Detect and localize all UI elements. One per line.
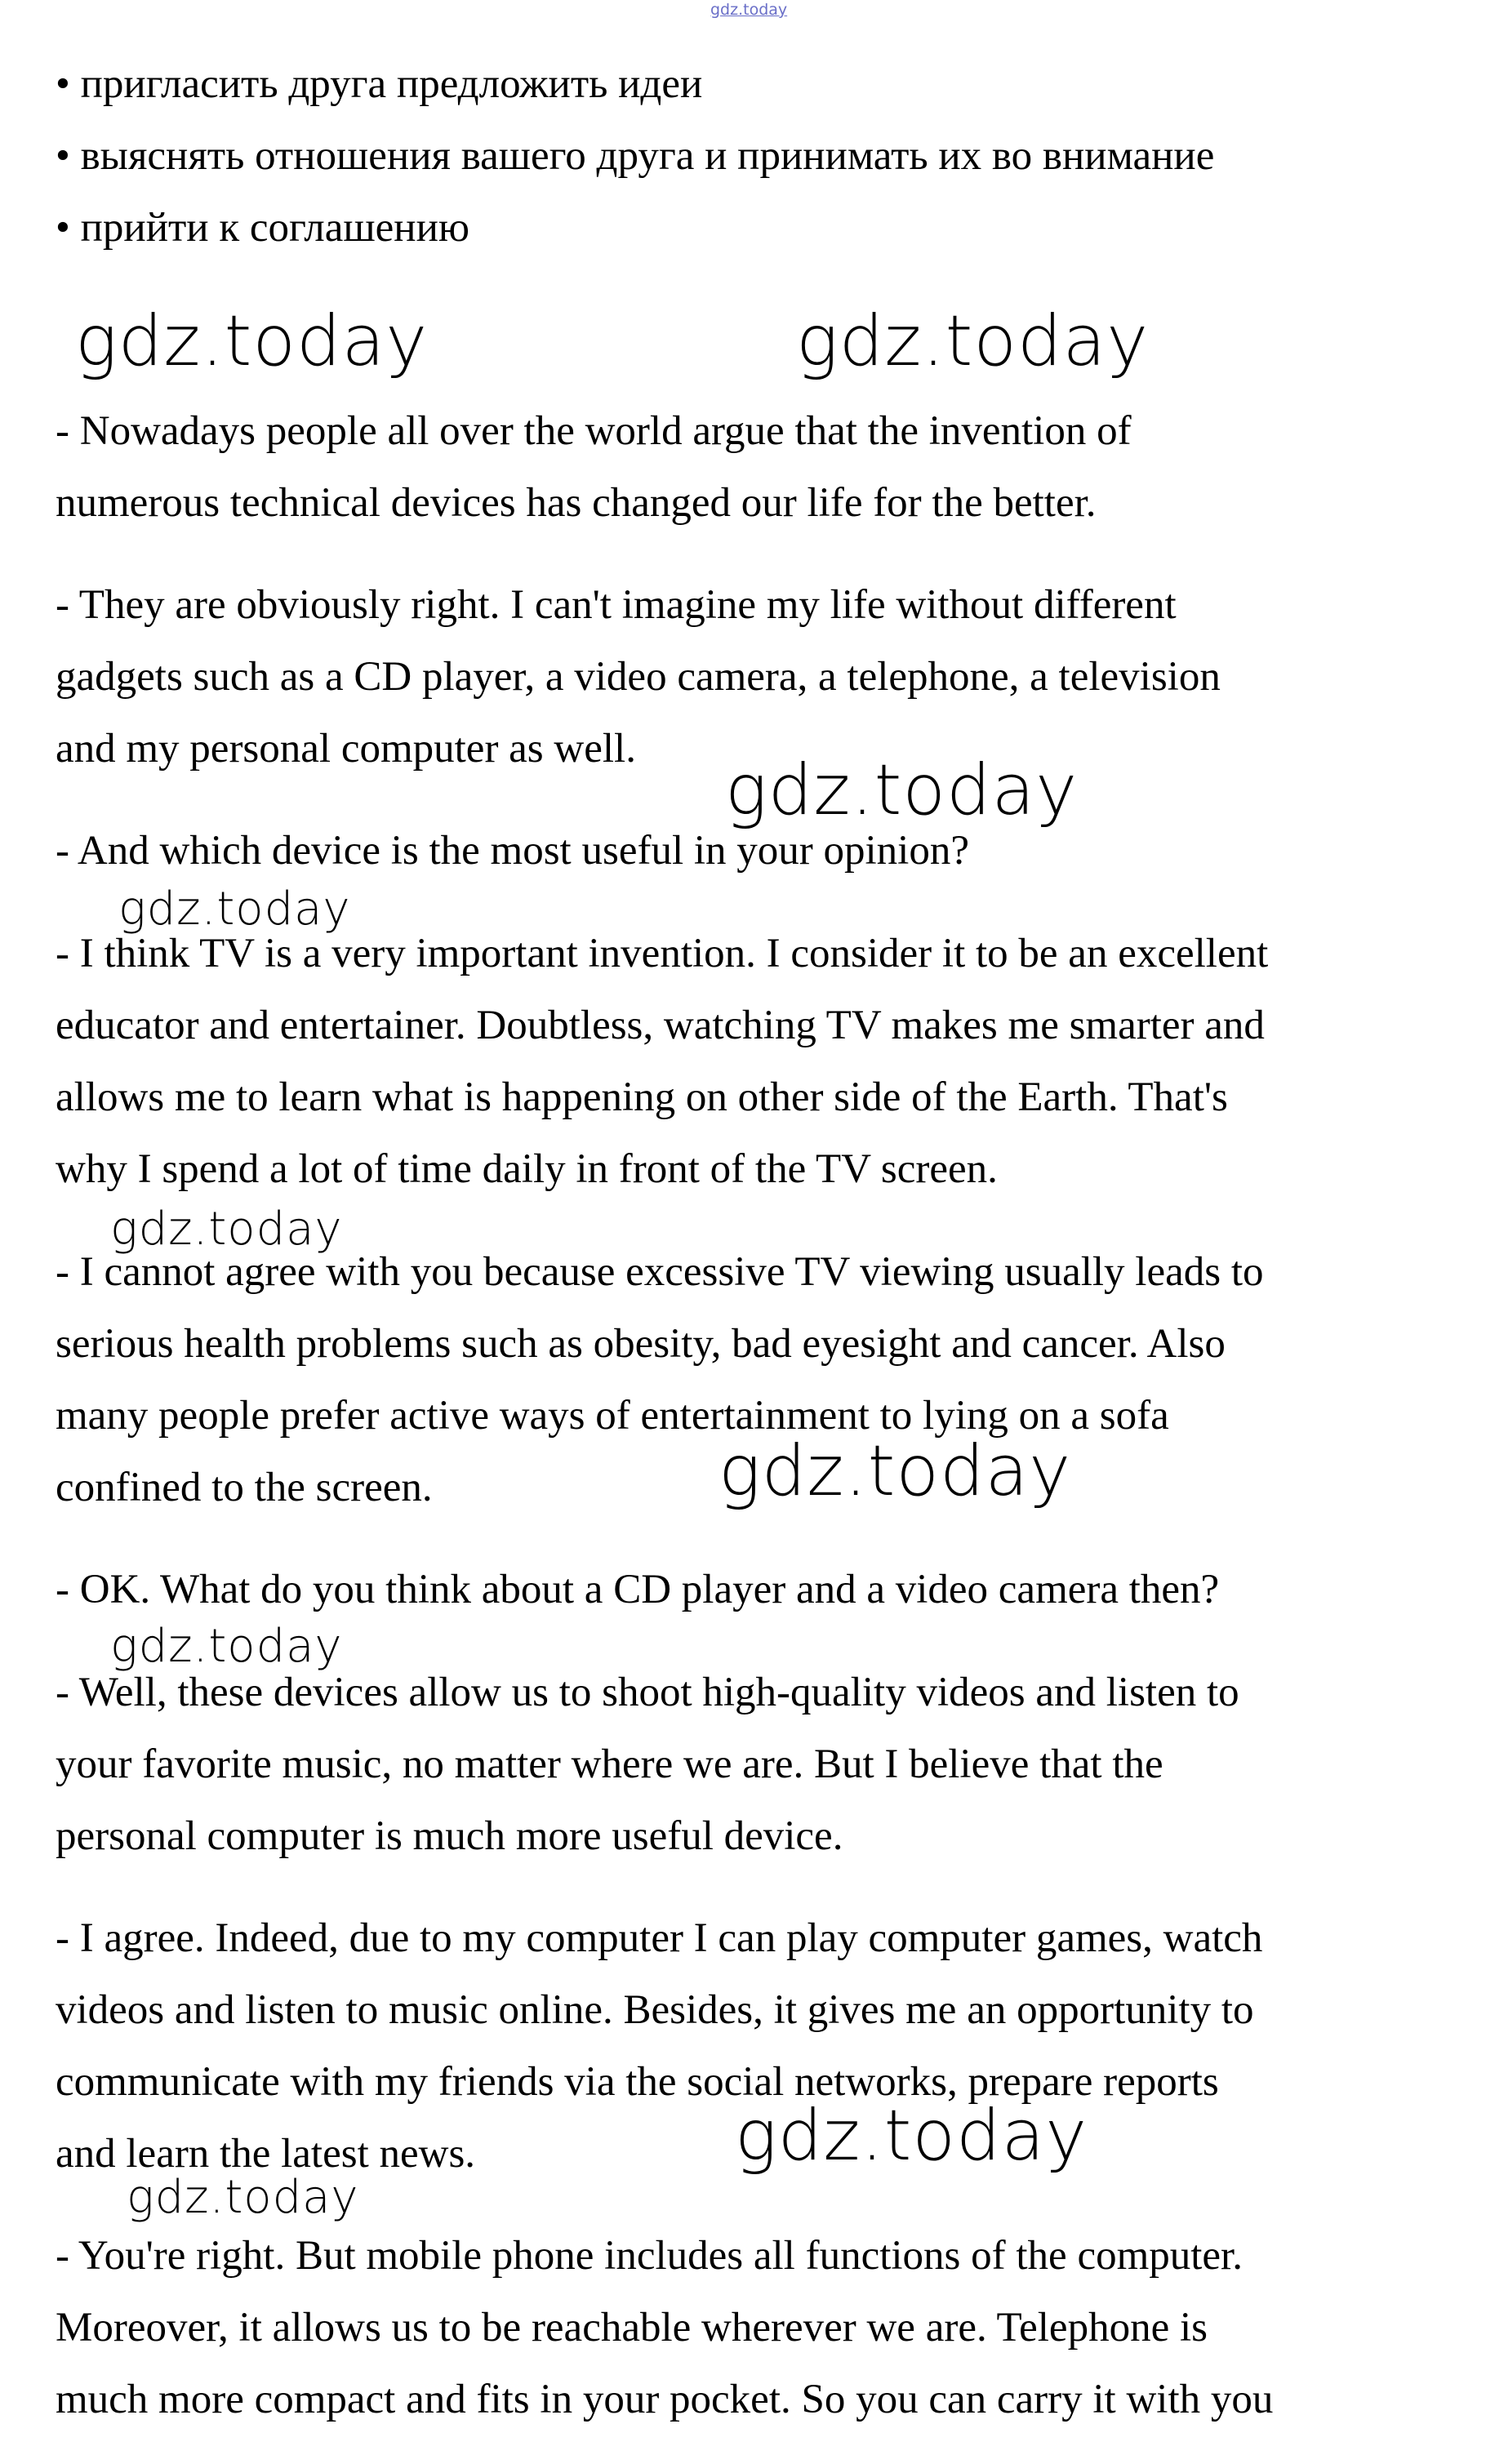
watermark: gdz.today — [796, 300, 1150, 382]
dialogue-line: - I agree. Indeed, due to my computer I can play computer games, watch — [56, 1915, 1263, 1961]
dialogue-line: personal computer is much more useful device. — [56, 1813, 843, 1859]
dialogue-line: - I cannot agree with you because excessive TV viewing usually leads to — [56, 1249, 1264, 1295]
dialogue-line: gadgets such as a CD player, a video camera, a telephone, a television — [56, 654, 1221, 700]
dialogue-line: - Well, these devices allow us to shoot high-quality videos and listen to — [56, 1670, 1239, 1715]
dialogue-line: confined to the screen. — [56, 1465, 433, 1510]
dialogue-line: your favorite music, no matter where we are. But I believe that the — [56, 1741, 1163, 1787]
watermark: gdz.today — [110, 1620, 343, 1673]
dialogue-line: many people prefer active ways of entertainment to lying on a sofa — [56, 1393, 1169, 1439]
bullet-item: • пригласить друга предложить идеи — [56, 61, 703, 107]
header-site-link[interactable]: gdz.today — [710, 1, 788, 19]
bullet-item: • выяснять отношения вашего друга и принимать их во внимание — [56, 133, 1215, 179]
dialogue-line: much more compact and fits in your pocket. So you can carry it with you — [56, 2377, 1274, 2422]
dialogue-line: why I spend a lot of time daily in front of the TV screen. — [56, 1146, 998, 1192]
dialogue-line: communicate with my friends via the social networks, prepare reports — [56, 2059, 1219, 2105]
dialogue-line: and learn the latest news. — [56, 2131, 476, 2177]
dialogue-line: - They are obviously right. I can't imagine my life without different — [56, 582, 1177, 628]
watermark: gdz.today — [118, 883, 351, 936]
dialogue-line: videos and listen to music online. Besides, it gives me an opportunity to — [56, 1987, 1254, 2033]
watermark: gdz.today — [75, 300, 429, 382]
dialogue-line: and my personal computer as well. — [56, 726, 636, 772]
dialogue-line: allows me to learn what is happening on other side of the Earth. That's — [56, 1074, 1228, 1120]
dialogue-line: - You're right. But mobile phone includes all functions of the computer. — [56, 2233, 1243, 2279]
bullet-item: • прийти к соглашению — [56, 205, 469, 251]
dialogue-line: numerous technical devices has changed our life for the better. — [56, 480, 1097, 526]
dialogue-line: Moreover, it allows us to be reachable wherever we are. Telephone is — [56, 2305, 1208, 2351]
dialogue-line: serious health problems such as obesity, bad eyesight and cancer. Also — [56, 1321, 1226, 1367]
watermark: gdz.today — [719, 1430, 1072, 1512]
watermark: gdz.today — [127, 2171, 359, 2224]
dialogue-line: educator and entertainer. Doubtless, watching TV makes me smarter and — [56, 1003, 1265, 1048]
watermark: gdz.today — [725, 749, 1079, 831]
dialogue-line: - OK. What do you think about a CD player and a video camera then? — [56, 1567, 1220, 1612]
dialogue-line: - Nowadays people all over the world argue that the invention of — [56, 408, 1132, 454]
dialogue-line: - I think TV is a very important invention. I consider it to be an excellent — [56, 931, 1269, 976]
watermark: gdz.today — [735, 2095, 1088, 2177]
dialogue-line: - And which device is the most useful in your opinion? — [56, 828, 969, 874]
watermark: gdz.today — [110, 1203, 343, 1256]
